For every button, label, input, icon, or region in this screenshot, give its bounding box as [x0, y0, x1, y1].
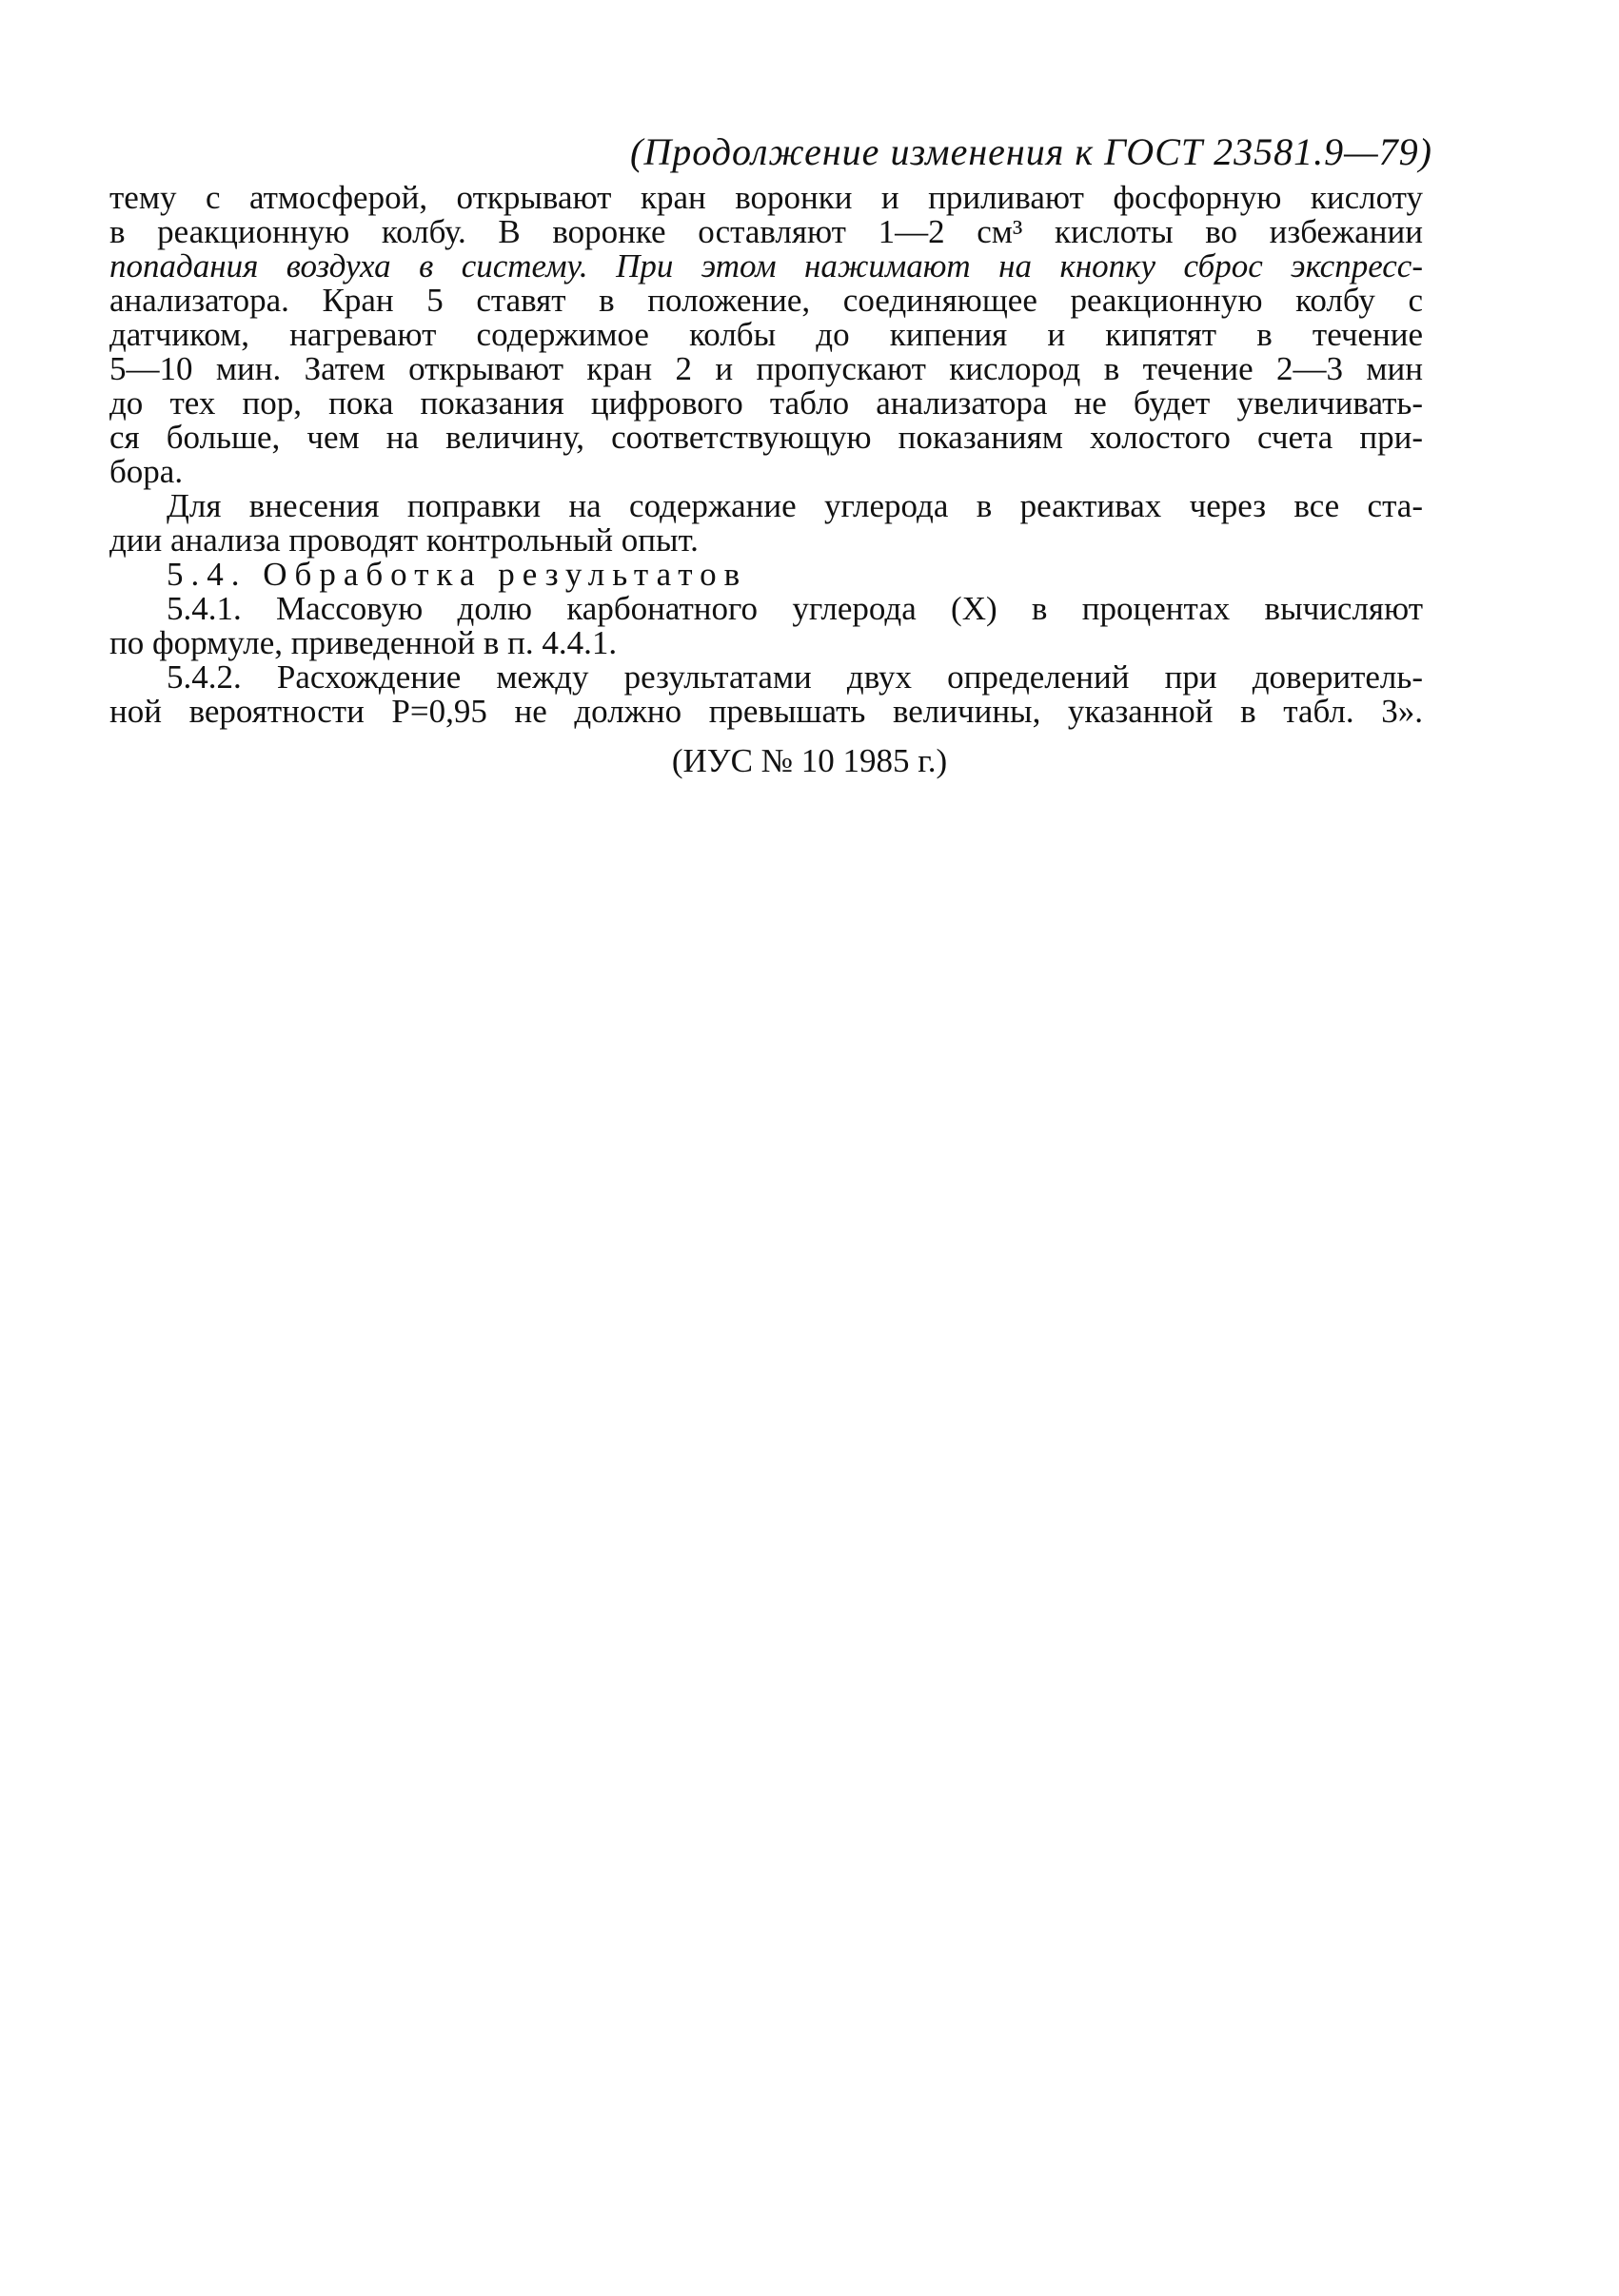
- page-header: (Продолжение изменения к ГОСТ 23581.9—79): [630, 130, 1432, 173]
- text-line: дии анализа проводят контрольный опыт.: [109, 521, 699, 559]
- text-line: в реакционную колбу. В воронке оставляют 1—2 см³ кислоты во избежании: [109, 213, 1423, 250]
- text-line: ной вероятности P=0,95 не должно превышать величины, указанной в табл. 3».: [109, 693, 1423, 730]
- paragraph: [109, 181, 1423, 489]
- section-heading: [109, 558, 1423, 592]
- section-title: 5.4. Обработка результатов: [167, 556, 748, 593]
- text-line: Для внесения поправки на содержание углерода в реактивах через все ста-: [167, 487, 1423, 524]
- paragraph: [109, 489, 1423, 558]
- text-line: ся больше, чем на величину, соответствующую показаниям холостого счета при-: [109, 419, 1423, 456]
- text-line: 5.4.2. Расхождение между результатами двух определений при доверитель-: [167, 658, 1423, 696]
- text-line: 5.4.1. Массовую долю карбонатного углерода (X) в процентах вычисляют: [167, 590, 1423, 627]
- text-line: датчиком, нагревают содержимое колбы до кипения и кипятят в течение: [109, 316, 1423, 353]
- text-line: тему с атмосферой, открывают кран воронки и приливают фосфорную кислоту: [109, 179, 1423, 216]
- paragraph: [109, 660, 1423, 729]
- paragraph: [109, 592, 1423, 660]
- text-line: попадания воздуха в систему. При этом нажимают на кнопку сброс экспресс-: [109, 247, 1423, 285]
- text-line: бора.: [109, 453, 184, 490]
- text-line: до тех пор, пока показания цифрового табло анализатора не будет увеличивать-: [109, 384, 1423, 422]
- text-line: анализатора. Кран 5 ставят в положение, соединяющее реакционную колбу с: [109, 282, 1423, 319]
- source-note: (ИУС № 10 1985 г.): [671, 742, 948, 779]
- body-text: [109, 181, 1423, 729]
- text-line: по формуле, приведенной в п. 4.4.1.: [109, 624, 618, 661]
- text-line: 5—10 мин. Затем открывают кран 2 и пропускают кислород в течение 2—3 мин: [109, 350, 1423, 387]
